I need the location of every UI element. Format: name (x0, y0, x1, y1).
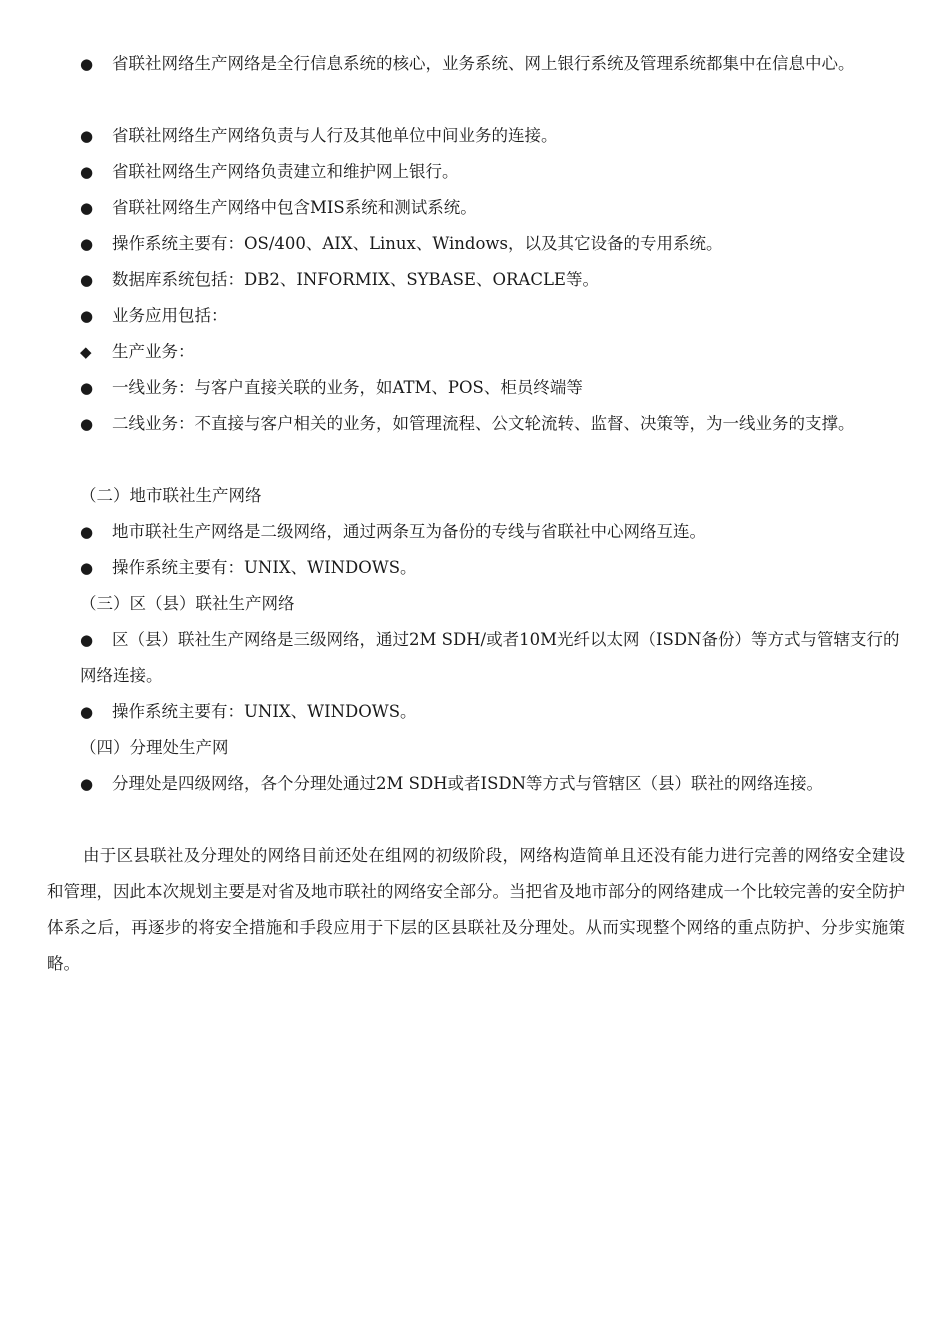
bullet-dot-icon: ● (80, 307, 94, 325)
list-item (80, 622, 906, 694)
section-heading: （三）区（县）联社生产网络 (80, 594, 295, 613)
bullet-dot-icon: ● (80, 775, 94, 793)
list-item-text: 一线业务：与客户直接关联的业务，如ATM、POS、柜员终端等 (112, 378, 583, 397)
bullet-dot-icon: ● (80, 235, 94, 253)
list-item-text: 地市联社生产网络是二级网络，通过两条互为备份的专线与省联社中心网络互连。 (112, 522, 706, 541)
list-item (80, 118, 906, 154)
list-item-text: 操作系统主要有：UNIX、WINDOWS。 (112, 702, 417, 721)
bullet-dot-icon: ● (80, 415, 94, 433)
bullet-dot-icon: ● (80, 703, 94, 721)
list-item-text: 分理处是四级网络，各个分理处通过2M SDH或者ISDN等方式与管辖区（县）联社的网络连接。 (112, 774, 824, 793)
list-item (80, 154, 906, 190)
list-item (80, 766, 906, 802)
bullet-dot-icon: ● (80, 631, 94, 649)
list-item (80, 262, 906, 298)
list-item-text: 操作系统主要有：OS/400、AIX、Linux、Windows，以及其它设备的专用系统。 (112, 234, 723, 253)
list-item (80, 550, 906, 586)
list-item (80, 298, 906, 334)
bullet-dot-icon: ● (80, 379, 94, 397)
section-heading: （四）分理处生产网 (80, 738, 229, 757)
list-item-text: 数据库系统包括：DB2、INFORMIX、SYBASE、ORACLE等。 (112, 270, 599, 289)
list-item (80, 334, 906, 370)
bullet-dot-icon: ● (80, 271, 94, 289)
bullet-dot-icon: ● (80, 127, 94, 145)
list-item (80, 514, 906, 550)
list-item-text: 二线业务：不直接与客户相关的业务，如管理流程、公文轮流转、监督、决策等，为一线业务的支撑。 (112, 414, 855, 433)
list-item-text: 省联社网络生产网络中包含MIS系统和测试系统。 (112, 198, 477, 217)
list-item-text: 生产业务： (112, 342, 195, 361)
list-item (80, 226, 906, 262)
list-item-text: 业务应用包括： (112, 306, 228, 325)
list-item (80, 190, 906, 226)
list-item (80, 694, 906, 730)
list-item-text: 区（县）联社生产网络是三级网络，通过2M SDH/或者10M光纤以太网（ISDN备份）等方式与管辖支行的网络连接。 (80, 630, 900, 685)
section-heading: （二）地市联社生产网络 (80, 486, 262, 505)
list-item (80, 406, 906, 442)
list-item-text: 省联社网络生产网络是全行信息系统的核心，业务系统、网上银行系统及管理系统都集中在信息中心。 (112, 54, 855, 73)
bullet-diamond-icon: ◆ (80, 343, 92, 361)
bullet-dot-icon: ● (80, 523, 94, 541)
bullet-dot-icon: ● (80, 55, 94, 73)
list-item-text: 省联社网络生产网络负责建立和维护网上银行。 (112, 162, 459, 181)
body-paragraph: 由于区县联社及分理处的网络目前还处在组网的初级阶段，网络构造简单且还没有能力进行完善的网络安全建设和管理，因此本次规划主要是对省及地市联社的网络安全部分。当把省及地市部分的网络建成一个比较完善的安全防护体系之后，再逐步的将安全措施和手段应用于下层的区县联社及分理处。从而实现整个网络的重点防护、分步实施策略。 (47, 846, 905, 973)
list-item-text: 操作系统主要有：UNIX、WINDOWS。 (112, 558, 417, 577)
list-item (80, 46, 906, 82)
bullet-dot-icon: ● (80, 199, 94, 217)
list-item-text: 省联社网络生产网络负责与人行及其他单位中间业务的连接。 (112, 126, 558, 145)
bullet-dot-icon: ● (80, 163, 94, 181)
list-item (80, 370, 906, 406)
bullet-dot-icon: ● (80, 559, 94, 577)
